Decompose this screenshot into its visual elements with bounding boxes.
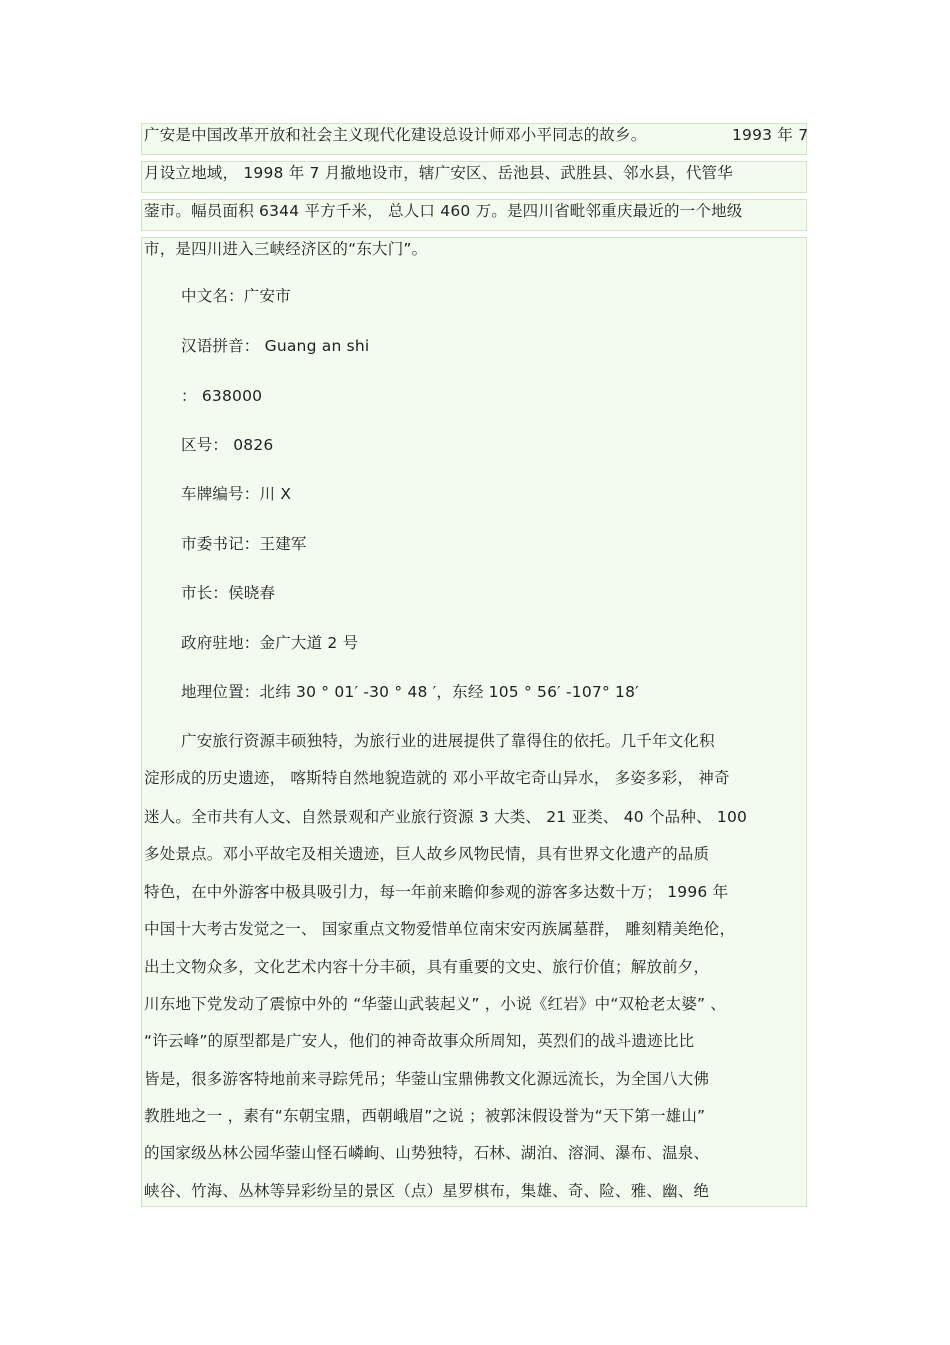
tourism-line-1: 广安旅行资源丰硕独特，为旅行业的进展提供了靠得住的依托。几千年文化积 [181,732,715,750]
intro-line-4: 市，是四川进入三峡经济区的“东大门”。 [144,240,428,258]
tourism-line-3: 迷人。全市共有人文、自然景观和产业旅行资源 3 大类、 21 亚类、 40 个品种、 100 [144,808,748,826]
tourism-line-12: 的国家级丛林公园华蓥山怪石嶙峋、山势独特，石林、湖泊、溶洞、瀑布、温泉、 [144,1144,710,1162]
fact-chinese-name: 中文名：广安市 [181,287,291,305]
tourism-line-4: 多处景点。邓小平故宅及相关遗迹，巨人故乡风物民情，具有世界文化遗产的品质 [144,845,710,863]
fact-plate: 车牌编号：川 X [181,485,292,503]
intro-line-1-text: 广安是中国改革开放和社会主义现代化建设总设计师邓小平同志的故乡。 [144,126,647,144]
tourism-line-10: 皆是，很多游客特地前来寻踪凭吊；华蓥山宝鼎佛教文化源远流长，为全国八大佛 [144,1070,710,1088]
tourism-line-8: 川东地下党发动了震惊中外的 “华蓥山武装起义” ，小说《红岩》中“双枪老太婆” 、 [144,995,727,1013]
fact-secretary: 市委书记：王建军 [181,535,307,553]
tourism-line-7: 出土文物众多，文化艺术内容十分丰硕，具有重要的文史、旅行价值；解放前夕， [144,958,710,976]
tourism-line-6: 中国十大考古发觉之一、 国家重点文物爱惜单位南宋安丙族属墓群， 雕刻精美绝伦， [144,920,736,938]
tourism-line-13: 峡谷、竹海、丛林等异彩纷呈的景区（点）星罗棋布，集雄、奇、险、雅、幽、绝 [144,1182,710,1200]
highlight-box-4 [141,237,807,1207]
tourism-line-5: 特色，在中外游客中极具吸引力，每一年前来瞻仰参观的游客多达数十万； 1996 年 [144,883,729,901]
fact-area-code: 区号： 0826 [181,436,274,454]
tourism-line-2: 淀形成的历史遗迹， 喀斯特自然地貌造就的 邓小平故宅奇山异水， 多姿多彩， 神奇 [144,769,730,787]
fact-mayor: 市长：侯晓春 [181,584,276,602]
tourism-line-11: 教胜地之一 ，素有“东朝宝鼎，西朝峨眉”之说 ；被郭沫假设誉为“天下第一雄山” [144,1107,706,1125]
fact-postcode: ： 638000 [181,387,263,405]
fact-government-seat: 政府驻地：金广大道 2 号 [181,634,359,652]
fact-pinyin: 汉语拼音： Guang an shi [181,337,370,355]
intro-line-1-date: 1993 年 7 [732,126,809,144]
intro-line-3: 蓥市。幅员面积 6344 平方千米， 总人口 460 万。是四川省毗邻重庆最近的一个地级 [144,202,743,220]
intro-line-2: 月设立地域， 1998 年 7 月撤地设市，辖广安区、岳池县、武胜县、邻水县，代管华 [144,164,733,182]
tourism-line-9: “许云峰”的原型都是广安人，他们的神奇故事众所周知，英烈们的战斗遗迹比比 [144,1032,695,1050]
fact-location: 地理位置：北纬 30 ° 01′ -30 ° 48 ′，东经 105 ° 56′ -107° 18′ [181,683,639,701]
